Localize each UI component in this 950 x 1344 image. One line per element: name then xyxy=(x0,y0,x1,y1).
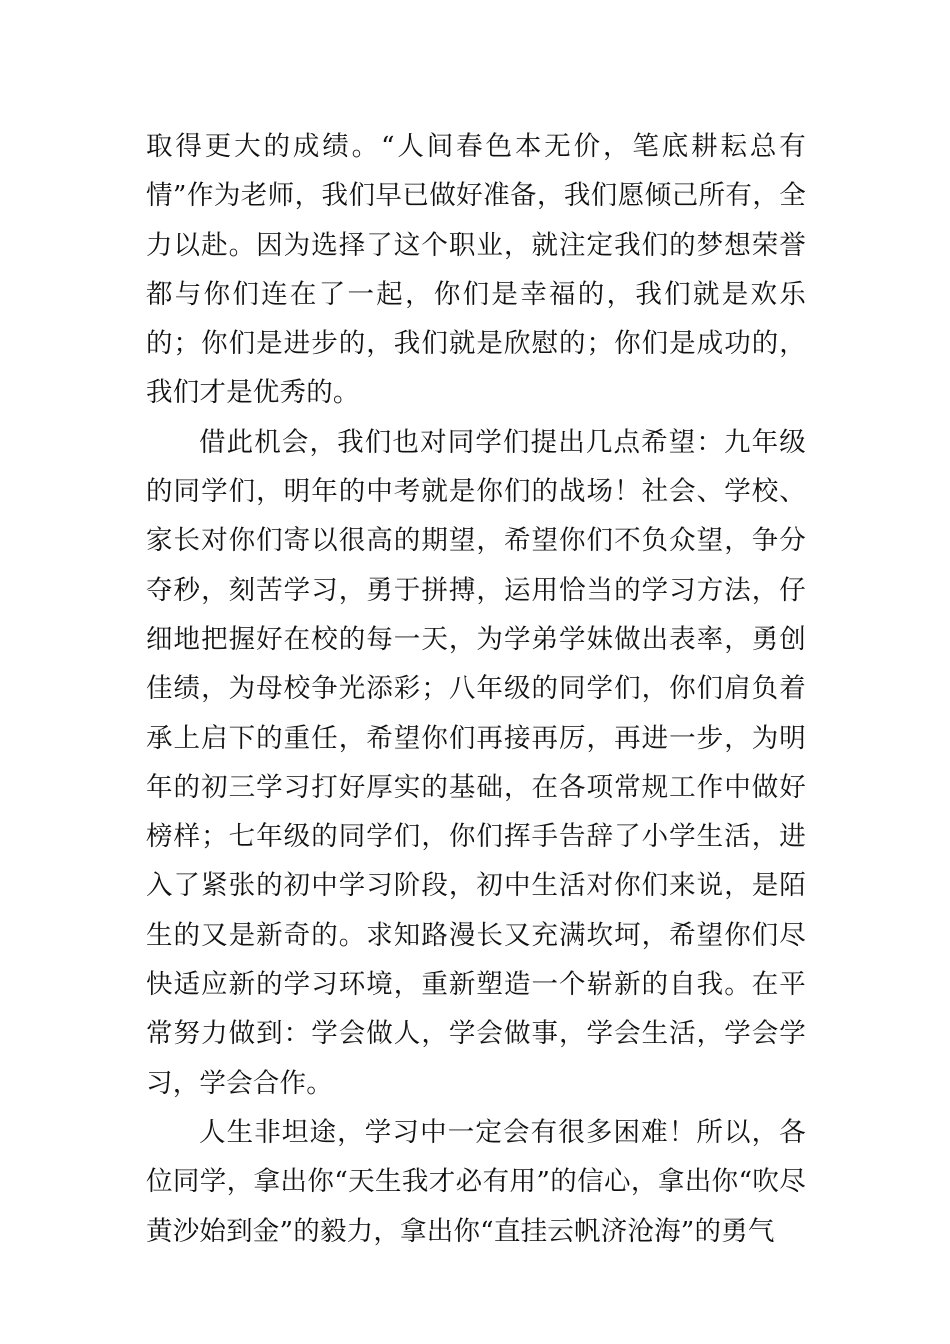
paragraph-3: 人生非坦途，学习中一定会有很多困难！所以，各位同学，拿出你“天生我才必有用”的信心，拿出你“吹尽黄沙始到金”的毅力，拿出你“直挂云帆济沧海”的勇气 xyxy=(146,1116,806,1247)
paragraph-2: 借此机会，我们也对同学们提出几点希望：九年级的同学们，明年的中考就是你们的战场！社会、学校、家长对你们寄以很高的期望，希望你们不负众望，争分夺秒，刻苦学习，勇于拼搏，运用恰当的学习方法，仔细地把握好在校的每一天，为学弟学妹做出表率，勇创佳绩，为母校争光添彩；八年级的同学们，你们肩负着承上启下的重任，希望你们再接再厉，再进一步，为明年的初三学习打好厚实的基础，在各项常规工作中做好榜样；七年级的同学们，你们挥手告辞了小学生活，进入了紧张的初中学习阶段，初中生活对你们来说，是陌生的又是新奇的。求知路漫长又充满坎坷，希望你们尽快适应新的学习环境，重新塑造一个崭新的自我。在平常努力做到：学会做人，学会做事，学会生活，学会学习，学会合作。 xyxy=(146,426,806,1099)
document-body xyxy=(146,122,806,1256)
paragraph-1: 取得更大的成绩。“人间春色本无价，笔底耕耘总有情”作为老师，我们早已做好准备，我们愿倾己所有，全力以赴。因为选择了这个职业，就注定我们的梦想荣誉都与你们连在了一起，你们是幸福的，我们就是欢乐的；你们是进步的，我们就是欣慰的；你们是成功的，我们才是优秀的。 xyxy=(146,131,806,409)
